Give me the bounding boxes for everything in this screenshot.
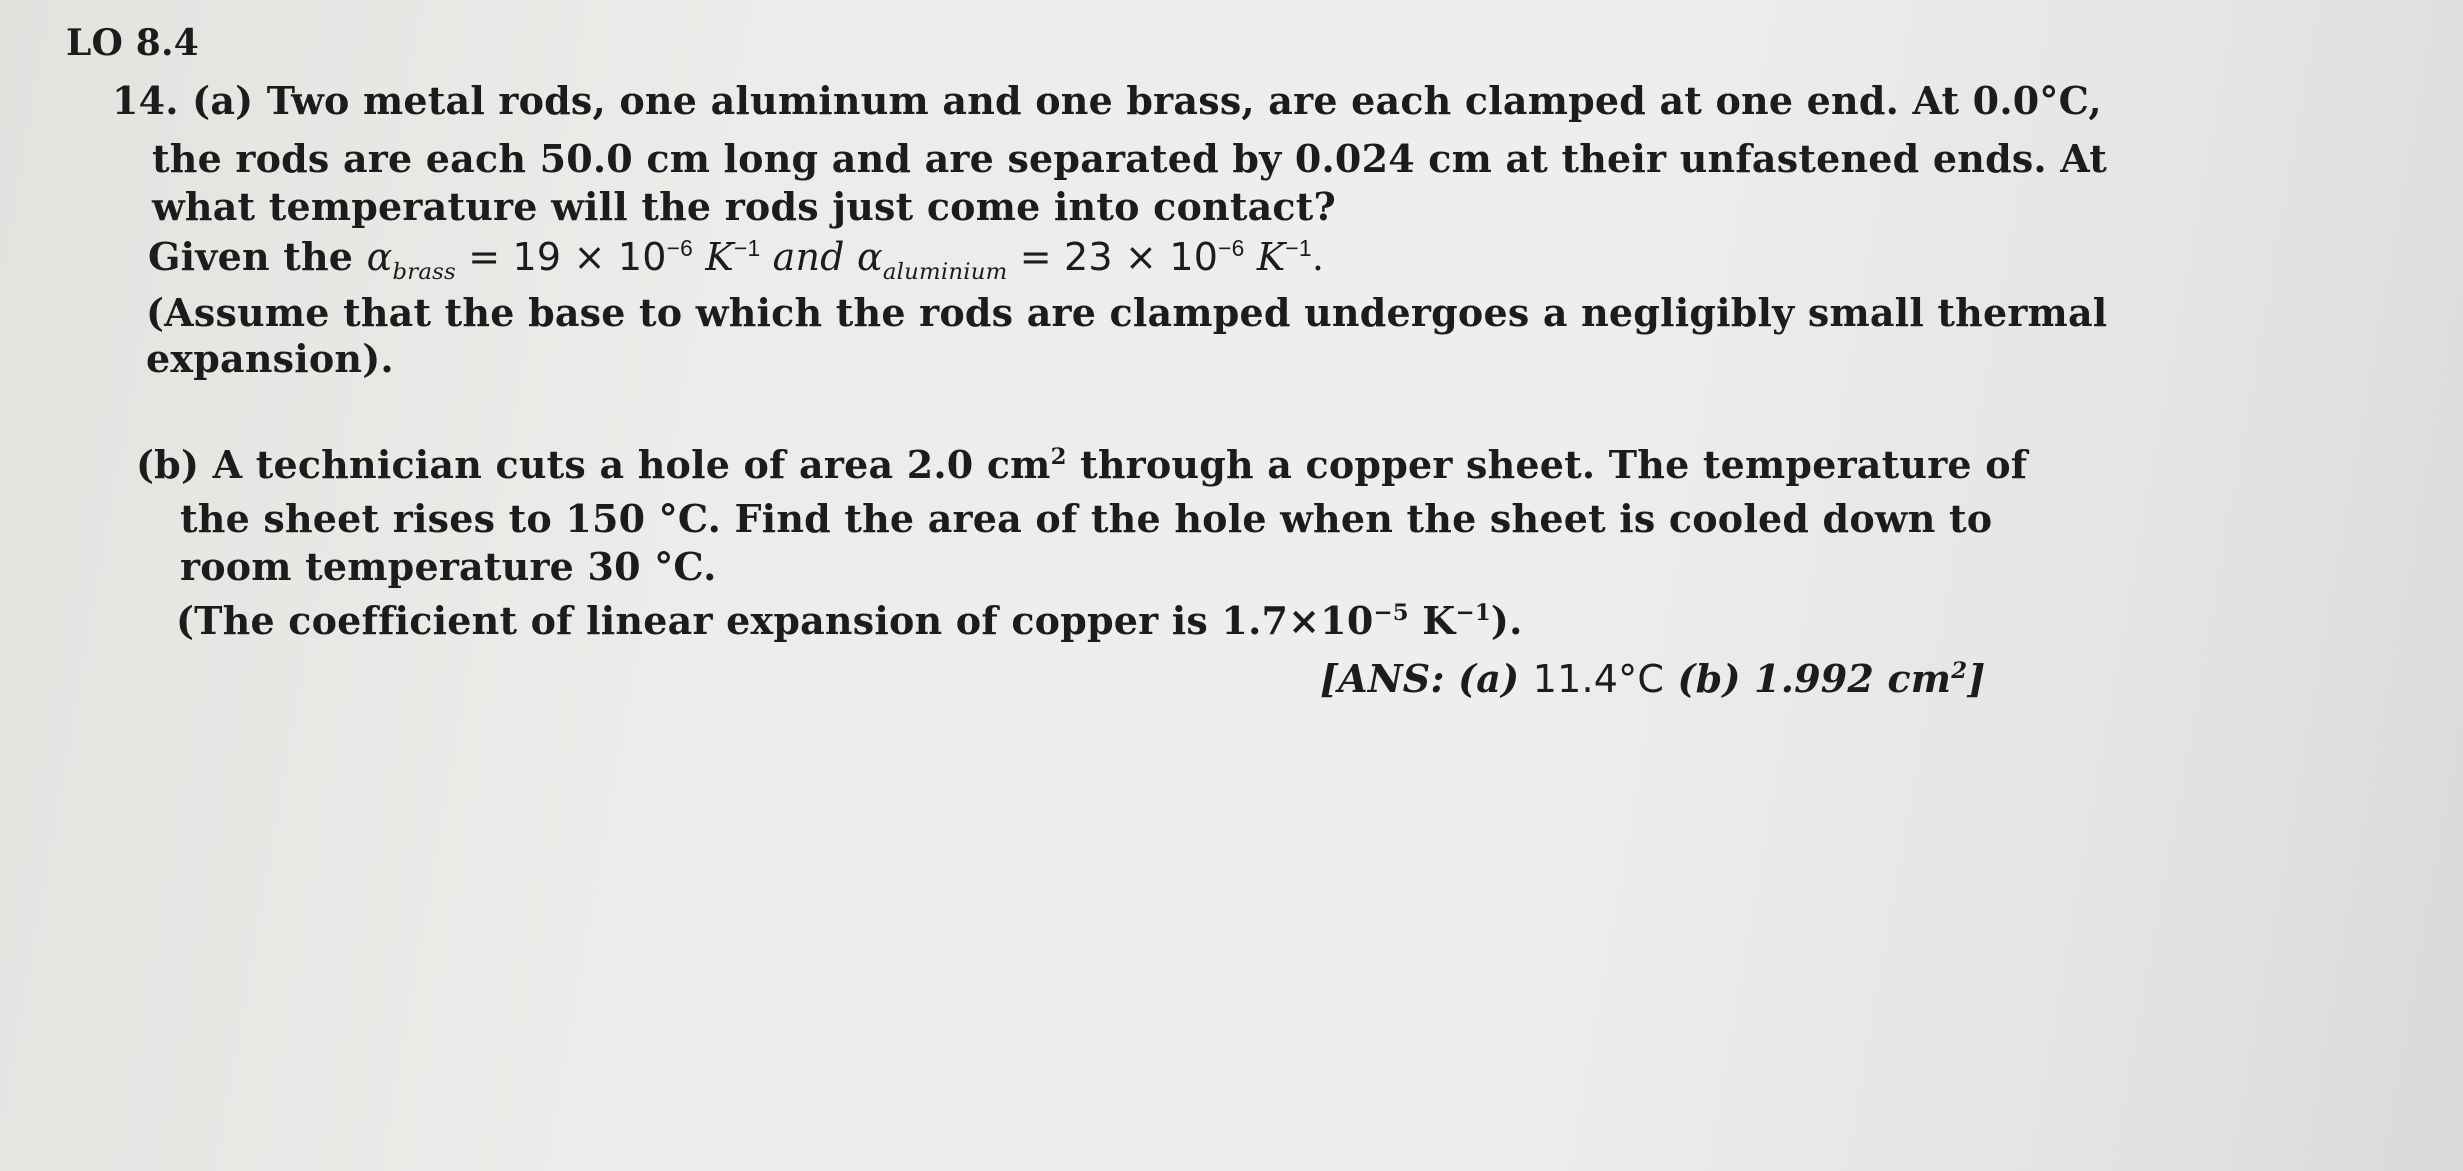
assumption-line-2: expansion). bbox=[146, 336, 394, 381]
answer-b-text: (b) 1.992 cm bbox=[1664, 656, 1952, 701]
question-14a-line-3: what temperature will the rods just come into contact? bbox=[152, 184, 1336, 229]
part-a-label: (a) bbox=[192, 78, 254, 123]
answer-prefix: [ANS: (a) bbox=[1320, 656, 1533, 701]
coef-kelvin-exponent: −1 bbox=[1455, 600, 1491, 627]
kelvin-exponent: −1 bbox=[733, 235, 761, 262]
question-14b-line-3: room temperature 30 °C. bbox=[180, 544, 717, 589]
assumption-line-1: (Assume that the base to which the rods are clamped undergoes a negligibly small thermal bbox=[146, 290, 2108, 335]
brass-exponent: −6 bbox=[666, 235, 694, 262]
part-a-text-1: Two metal rods, one aluminum and one brass, are each clamped at one end. At 0.0°C, bbox=[266, 78, 2102, 123]
kelvin-symbol-2: K bbox=[1256, 235, 1286, 279]
question-14b-line-1 bbox=[136, 440, 2027, 490]
coef-close: ). bbox=[1490, 598, 1523, 643]
learning-outcome-label: LO 8.4 bbox=[66, 22, 200, 64]
end-dot: . bbox=[1311, 235, 1325, 279]
coef-exponent: −5 bbox=[1373, 600, 1409, 627]
question-number: 14. bbox=[112, 78, 179, 123]
question-14b-line-2: the sheet rises to 150 °C. Find the area of the hole when the sheet is cooled down to bbox=[180, 496, 1993, 541]
area-exponent: 2 bbox=[1050, 444, 1067, 471]
kelvin-symbol: K bbox=[705, 235, 734, 279]
coef-text: (The coefficient of linear expansion of copper is 1.7×10 bbox=[176, 598, 1374, 643]
alpha-symbol: α bbox=[366, 235, 393, 279]
answer-suffix: ] bbox=[1967, 656, 1986, 701]
alpha-symbol-2: α bbox=[856, 235, 883, 279]
part-b-label: (b) bbox=[136, 442, 200, 487]
aluminium-subscript: aluminium bbox=[882, 258, 1008, 285]
aluminium-exponent: −6 bbox=[1218, 235, 1245, 262]
brass-coefficient: = 19 × 10 bbox=[468, 235, 667, 279]
part-b-text-1-post: through a copper sheet. The temperature of bbox=[1066, 442, 2028, 487]
question-14a-line-2: the rods are each 50.0 cm long and are separated by 0.024 cm at their unfastened ends. At bbox=[152, 136, 2108, 181]
and-text: and bbox=[772, 235, 845, 279]
answer-a-value: 11.4°C bbox=[1532, 657, 1665, 701]
given-prefix: Given the bbox=[148, 234, 367, 279]
answer-exponent: 2 bbox=[1951, 658, 1968, 685]
aluminium-coefficient: = 23 × 10 bbox=[1019, 235, 1219, 279]
given-coefficients-line bbox=[148, 232, 1325, 285]
answer-line bbox=[1320, 654, 1985, 704]
coef-kelvin: K bbox=[1408, 598, 1456, 643]
brass-subscript: brass bbox=[392, 258, 456, 285]
kelvin-exponent-2: −1 bbox=[1285, 235, 1312, 262]
part-b-text-1-pre: A technician cuts a hole of area 2.0 cm bbox=[212, 442, 1051, 487]
question-14a-line-1 bbox=[112, 76, 2102, 126]
copper-coefficient-line bbox=[176, 596, 1523, 646]
